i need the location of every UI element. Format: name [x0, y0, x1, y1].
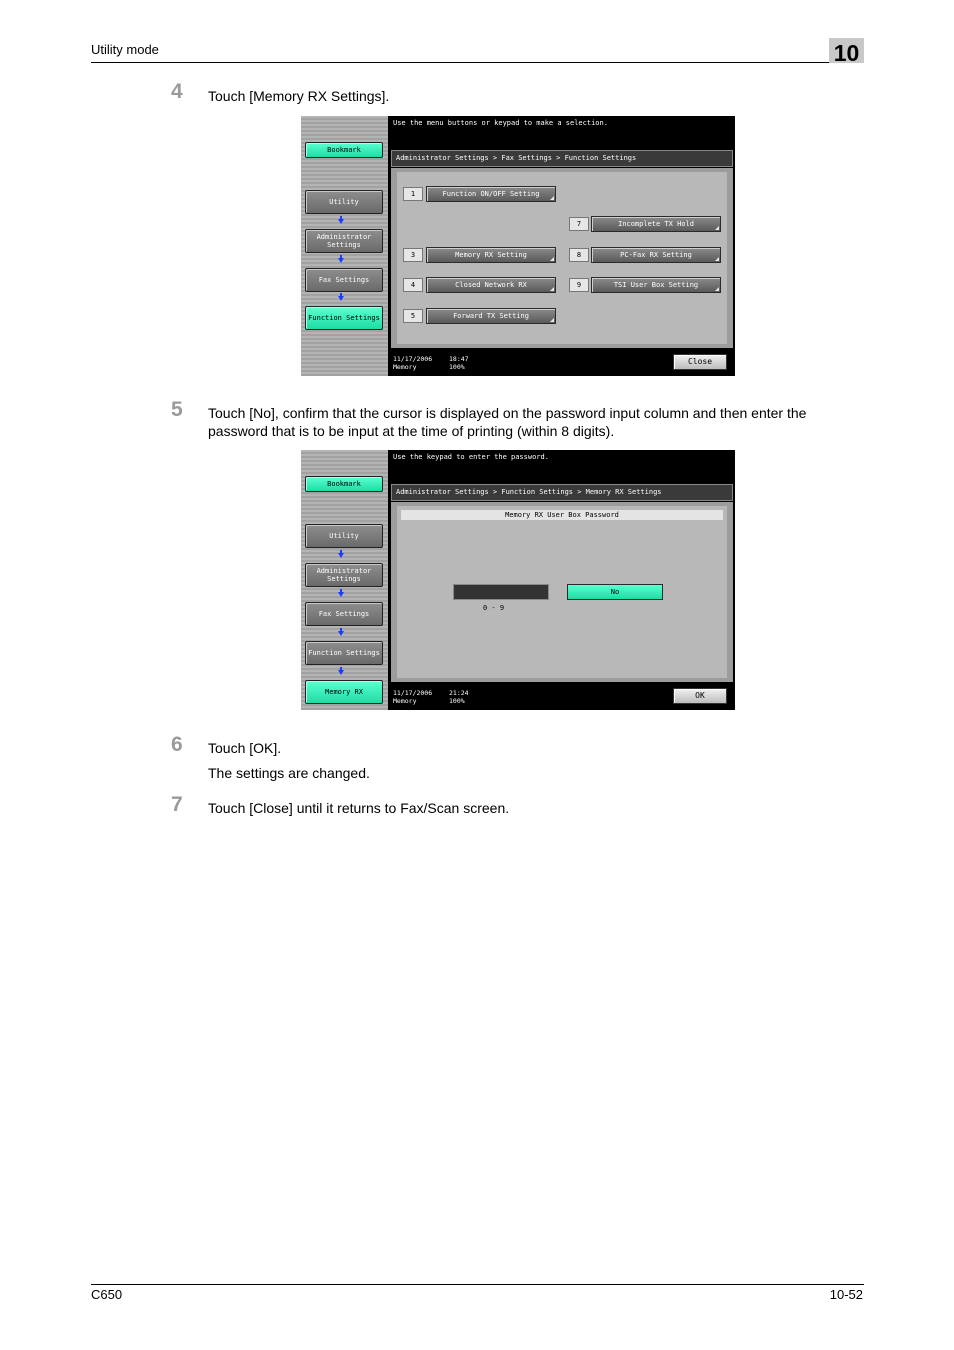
down-arrow-icon [338, 631, 344, 636]
chapter-number: 10 [829, 38, 864, 63]
message-bar: Use the keypad to enter the password. [389, 450, 735, 480]
status-bar [389, 686, 669, 710]
keypad-range-hint: 0 - 9 [483, 604, 505, 612]
menu-number-9: 9 [569, 278, 589, 292]
step-5-text: Touch [No], confirm that the cursor is displayed on the password input column and then enter the password that is to be input at the time of printing (within 8 digits). [208, 405, 807, 439]
bookmark-button[interactable]: Bookmark [305, 142, 383, 158]
breadcrumb: Administrator Settings > Fax Settings > Function Settings [391, 150, 733, 167]
step-4-text: Touch [Memory RX Settings]. [208, 88, 390, 104]
menu-number-5: 5 [403, 309, 423, 323]
page-number: 10-52 [829, 1287, 863, 1302]
sidebar [301, 116, 388, 376]
time-text: 18:47 [449, 355, 469, 363]
menu-number-4: 4 [403, 278, 423, 292]
down-arrow-icon [338, 670, 344, 675]
step-7-text: Touch [Close] until it returns to Fax/Scan screen. [208, 800, 510, 816]
content-area [391, 502, 733, 682]
footer-model: C650 [91, 1287, 123, 1302]
incomplete-tx-hold-button[interactable]: Incomplete TX Hold [591, 216, 721, 232]
date-text: 11/17/2006 [393, 689, 433, 697]
memory-label: Memory [393, 363, 417, 371]
running-header: Utility mode [91, 42, 159, 57]
status-bar [389, 352, 669, 376]
administrator-settings-button[interactable]: Administrator Settings [305, 229, 383, 253]
forward-tx-setting-button[interactable]: Forward TX Setting [426, 308, 556, 324]
date-text: 11/17/2006 [393, 355, 433, 363]
memory-value: 100% [449, 697, 465, 705]
step-6-result: The settings are changed. [208, 765, 370, 781]
menu-number-8: 8 [569, 248, 589, 262]
utility-button[interactable]: Utility [305, 524, 383, 548]
menu-number-1: 1 [403, 187, 423, 201]
function-settings-button[interactable]: Function Settings [305, 306, 383, 330]
function-settings-button[interactable]: Function Settings [305, 641, 383, 665]
step-6-number: 6 [171, 733, 183, 756]
tsi-user-box-setting-button[interactable]: TSI User Box Setting [591, 277, 721, 293]
down-arrow-icon [338, 258, 344, 263]
utility-button[interactable]: Utility [305, 190, 383, 214]
memory-rx-password-screen [301, 450, 735, 710]
time-text: 21:24 [449, 689, 469, 697]
function-settings-screen [301, 116, 735, 376]
step-7-number: 7 [171, 793, 183, 816]
down-arrow-icon [338, 219, 344, 224]
memory-value: 100% [449, 363, 465, 371]
fax-settings-button[interactable]: Fax Settings [305, 268, 383, 292]
header-rule [91, 62, 864, 63]
password-input[interactable] [453, 584, 549, 600]
function-on-off-setting-button[interactable]: Function ON/OFF Setting [426, 186, 556, 202]
down-arrow-icon [338, 553, 344, 558]
close-button[interactable]: Close [673, 354, 727, 370]
administrator-settings-button[interactable]: Administrator Settings [305, 563, 383, 587]
step-5-number: 5 [171, 398, 183, 421]
menu-number-3: 3 [403, 248, 423, 262]
menu-number-7: 7 [569, 217, 589, 231]
function-menu [397, 172, 727, 344]
closed-network-rx-button[interactable]: Closed Network RX [426, 277, 556, 293]
bookmark-button[interactable]: Bookmark [305, 476, 383, 492]
down-arrow-icon [338, 296, 344, 301]
memory-label: Memory [393, 697, 417, 705]
down-arrow-icon [338, 592, 344, 597]
memory-rx-button[interactable]: Memory RX [305, 680, 383, 704]
fax-settings-button[interactable]: Fax Settings [305, 602, 383, 626]
no-button[interactable]: No [567, 584, 663, 600]
step-4-number: 4 [171, 80, 183, 103]
content-area [391, 168, 733, 348]
footer-rule [91, 1284, 864, 1285]
pc-fax-rx-setting-button[interactable]: PC-Fax RX Setting [591, 247, 721, 263]
memory-rx-setting-button[interactable]: Memory RX Setting [426, 247, 556, 263]
panel-title: Memory RX User Box Password [401, 510, 723, 520]
ok-button[interactable]: OK [673, 688, 727, 704]
password-panel [397, 506, 727, 678]
breadcrumb: Administrator Settings > Function Settings > Memory RX Settings [391, 484, 733, 501]
sidebar [301, 450, 388, 710]
step-6-text: Touch [OK]. [208, 740, 282, 756]
message-bar: Use the menu buttons or keypad to make a selection. [389, 116, 735, 146]
